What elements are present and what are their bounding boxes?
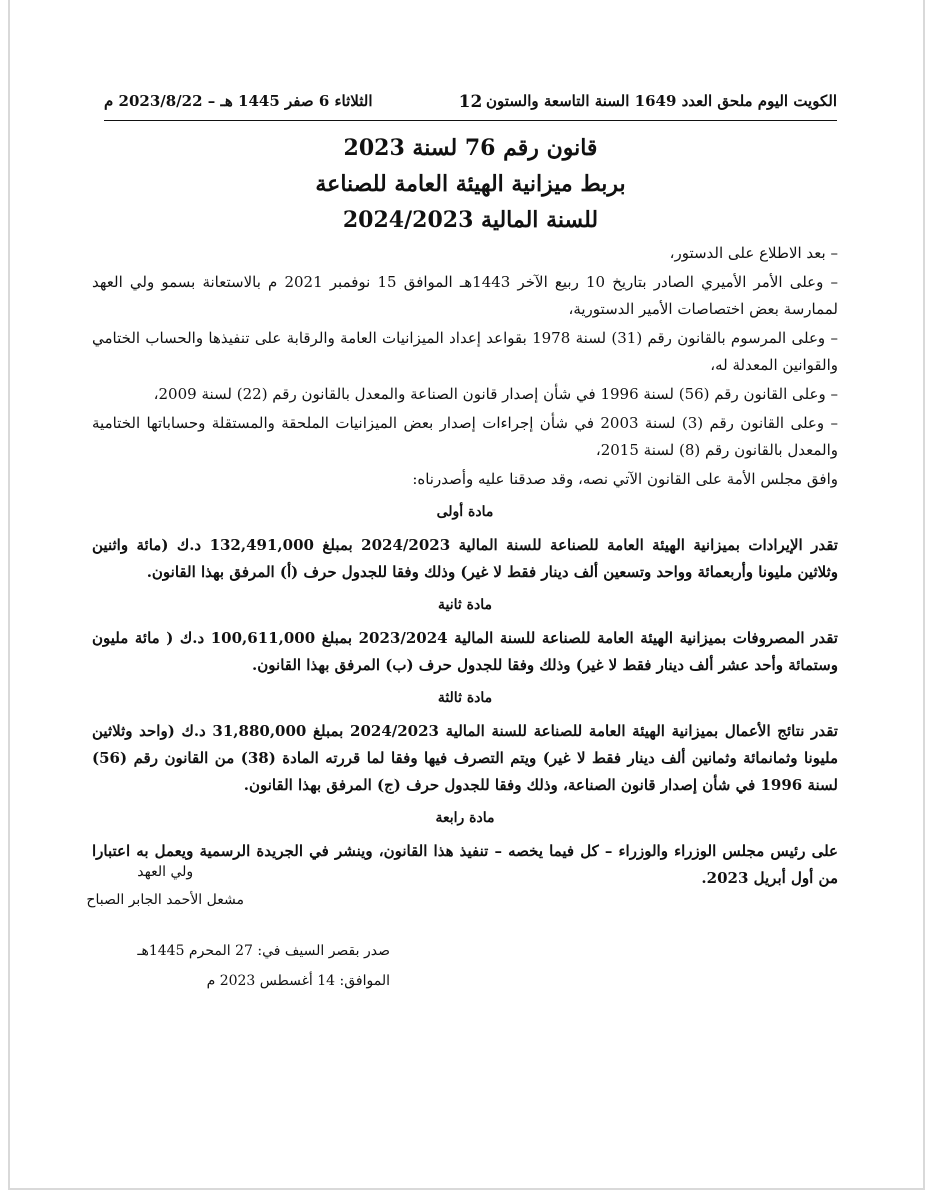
law-fiscal-year: للسنة المالية 2024/2023 xyxy=(342,207,599,233)
issuance-gregorian-date: الموافق: 14 أغسطس 2023 م xyxy=(206,973,390,989)
issuance-block xyxy=(137,936,390,996)
article-4-title: مادة رابعة xyxy=(435,810,495,826)
article-3-body: تقدر نتائج الأعمال بميزانية الهيئة العامة للصناعة للسنة المالية 2024/2023 بمبلغ 31,880,000 د.ك (واحد وثلاثين مليونا وثمانمائة وثمانين ألف دينار فقط لا غير) ويتم التصرف فيها وفقا لما قررته المادة (38) من القانون رقم (56) لسنة 1996 في شأن إصدار قانون الصناعة، وذلك وفقا للجدول حرف (ج) المرفق بهذا القانون. xyxy=(92,722,838,794)
preamble-item: – وعلى المرسوم بالقانون رقم (31) لسنة 1978 بقواعد إعداد الميزانيات العامة والرقابة على تنفيذها والحساب الختامي والقوانين المعدلة له، xyxy=(92,329,838,374)
preamble-item: – بعد الاطلاع على الدستور، xyxy=(669,244,838,262)
signatory-role: ولي العهد xyxy=(137,864,194,880)
article-4-body: على رئيس مجلس الوزراء والوزراء – كل فيما يخصه – تنفيذ هذا القانون، وينشر في الجريدة الرسمية ويعمل به اعتبارا من أول أبريل 2023. xyxy=(92,842,838,887)
header-date: الثلاثاء 6 صفر 1445 هـ – 2023/8/22 م xyxy=(104,92,373,110)
law-subject: بربط ميزانية الهيئة العامة للصناعة xyxy=(315,171,626,197)
article-2-title: مادة ثانية xyxy=(438,597,492,613)
article-3-title: مادة ثالثة xyxy=(437,690,493,706)
law-title xyxy=(104,130,837,238)
law-content xyxy=(92,240,838,898)
issuance-place-date: صدر بقصر السيف في: 27 المحرم 1445هـ xyxy=(137,943,390,959)
law-number: قانون رقم 76 لسنة 2023 xyxy=(343,135,598,161)
header-page-number: 12 xyxy=(458,92,483,112)
preamble-item: – وعلى الأمر الأميري الصادر بتاريخ 10 ربيع الآخر 1443هـ الموافق 15 نوفمبر 2021 م بالاستعانة بسمو ولي العهد لممارسة بعض اختصاصات الأمير الدستورية، xyxy=(92,273,838,318)
article-2-body: تقدر المصروفات بميزانية الهيئة العامة للصناعة للسنة المالية 2023/2024 بمبلغ 100,611,000 د.ك ( مائة مليون وستمائة وأحد عشر ألف دينار فقط لا غير) وذلك وفقا للجدول حرف (ب) المرفق بهذا القانون. xyxy=(92,629,838,674)
preamble-item: – وعلى القانون رقم (3) لسنة 2003 في شأن إجراءات إصدار بعض الميزانيات الملحقة والمستقلة وحساباتها الختامية والمعدل بالقانون رقم (8) لسنة 2015، xyxy=(92,414,838,459)
preamble-item: – وعلى القانون رقم (56) لسنة 1996 في شأن إصدار قانون الصناعة والمعدل بالقانون رقم (22) لسنة 2009، xyxy=(153,385,838,403)
article-1-title: مادة أولى xyxy=(436,504,494,520)
signatory-name: مشعل الأحمد الجابر الصباح xyxy=(86,892,244,908)
enactment-clause: وافق مجلس الأمة على القانون الآتي نصه، وقد صدقنا عليه وأصدرناه: xyxy=(412,470,838,488)
page-header xyxy=(104,86,837,121)
signature-block xyxy=(86,858,244,914)
article-1-body: تقدر الإيرادات بميزانية الهيئة العامة للصناعة للسنة المالية 2024/2023 بمبلغ 132,491,000 د.ك (مائة واثنين وثلاثين مليونا وأربعمائة وواحد وتسعين ألف دينار فقط لا غير) وذلك وفقا للجدول حرف (أ) المرفق بهذا القانون. xyxy=(92,536,838,581)
header-issue: الكويت اليوم ملحق العدد 1649 السنة التاسعة والستون xyxy=(485,92,837,110)
